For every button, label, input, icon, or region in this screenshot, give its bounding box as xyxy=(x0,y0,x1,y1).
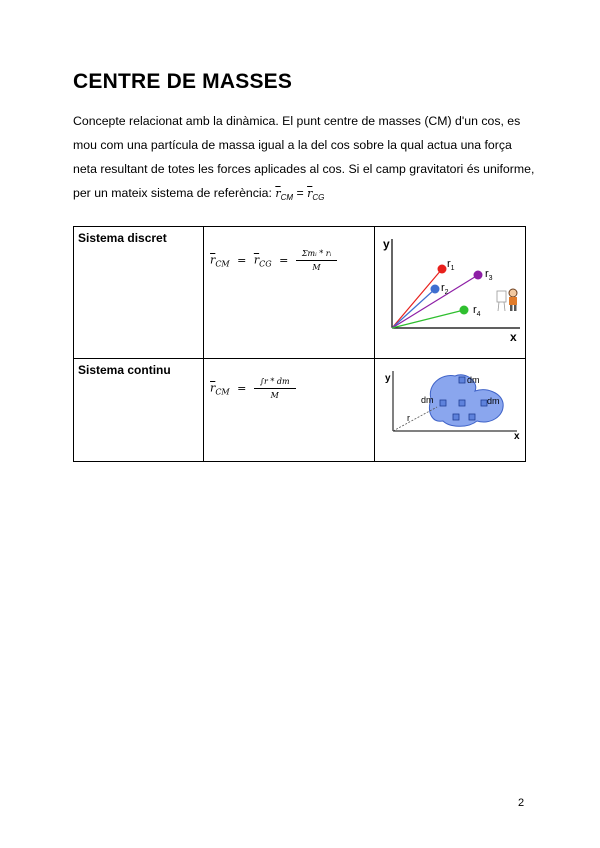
mass-point-1 xyxy=(437,265,446,274)
y-axis-label: y xyxy=(382,237,390,251)
table-row xyxy=(74,227,526,359)
vector-r1 xyxy=(392,269,442,328)
position-vector-r xyxy=(393,407,437,431)
equals-sign: = xyxy=(237,381,247,395)
discrete-formula xyxy=(210,249,337,272)
mass-point-2 xyxy=(430,285,439,294)
discrete-system-diagram xyxy=(375,227,525,353)
mass-element-1 xyxy=(459,377,465,383)
x-axis-label: x xyxy=(513,431,520,442)
intro-paragraph xyxy=(73,109,533,210)
vector-r: $\overline{r}$ xyxy=(210,381,216,395)
paragraph-line: Concepte relacionat amb la dinàmica. El punt centre de masses (CM) d'un cos, es xyxy=(73,114,521,128)
vector-r: $\overline{r}$ xyxy=(253,253,260,267)
label-r4: $r_4$ xyxy=(472,304,481,318)
row-label: Sistema discret xyxy=(74,227,204,359)
mass-element-6 xyxy=(469,414,475,420)
formula-cell xyxy=(204,227,375,359)
label-dm: dm xyxy=(486,396,500,406)
label-r2: $r_2$ xyxy=(440,282,449,296)
equals-sign: = xyxy=(296,186,304,200)
mass-point-4 xyxy=(459,306,468,315)
label-dm: dm xyxy=(420,395,434,405)
y-axis-label: y xyxy=(384,373,391,384)
mass-center-table xyxy=(73,226,526,462)
vector-r: $\overline{r}$ xyxy=(307,187,313,200)
fraction xyxy=(296,249,337,272)
subscript-cm: CM xyxy=(215,259,230,269)
vector-r: $\overline{r}$ xyxy=(210,253,216,267)
row-label: Sistema continu xyxy=(74,359,204,462)
label-dm: dm xyxy=(466,375,480,385)
table-row xyxy=(74,359,526,462)
mass-point-3 xyxy=(473,271,482,280)
fraction xyxy=(254,377,296,400)
fraction-denominator: M xyxy=(312,263,321,272)
continuous-formula xyxy=(210,377,296,400)
subscript-cg: CG xyxy=(312,193,325,202)
fraction-numerator: ∫r * dm xyxy=(254,377,296,389)
subscript-cm: CM xyxy=(280,193,294,202)
paragraph-line-with-formula xyxy=(73,181,533,210)
vector-r3 xyxy=(392,275,478,328)
inline-formula xyxy=(275,186,324,200)
equals-sign: = xyxy=(279,253,289,267)
fraction-denominator: M xyxy=(270,391,279,400)
paragraph-line: per un mateix sistema de referència: xyxy=(73,186,272,200)
mass-element-5 xyxy=(453,414,459,420)
continuous-system-diagram xyxy=(375,359,525,456)
fraction-numerator: Σmᵢ * rᵢ xyxy=(296,249,337,261)
label-r: r xyxy=(406,413,410,423)
label-r3: $r_3$ xyxy=(484,268,493,282)
formula-cell xyxy=(204,359,375,462)
subscript-cm: CM xyxy=(215,387,230,397)
equals-sign: = xyxy=(237,253,247,267)
page-title: CENTRE DE MASSES xyxy=(73,70,293,93)
label-r1: $r_1$ xyxy=(446,258,455,272)
figure-cell xyxy=(374,227,525,359)
figure-cell xyxy=(374,359,525,462)
subscript-cg: CG xyxy=(259,259,272,269)
vector-r: $\overline{r}$ xyxy=(275,187,281,200)
x-axis-label: x xyxy=(509,330,517,344)
mass-element-2 xyxy=(440,400,446,406)
page-number: 2 xyxy=(518,797,525,809)
teacher-clipart-icon xyxy=(497,289,517,311)
mass-element-3 xyxy=(459,400,465,406)
paragraph-line: neta resultant de totes les forces aplicades al cos. Si el camp gravitatori és uniforme, xyxy=(73,162,535,176)
paragraph-line: mou com una partícula de massa igual a la del cos sobre la qual actua una força xyxy=(73,138,512,152)
